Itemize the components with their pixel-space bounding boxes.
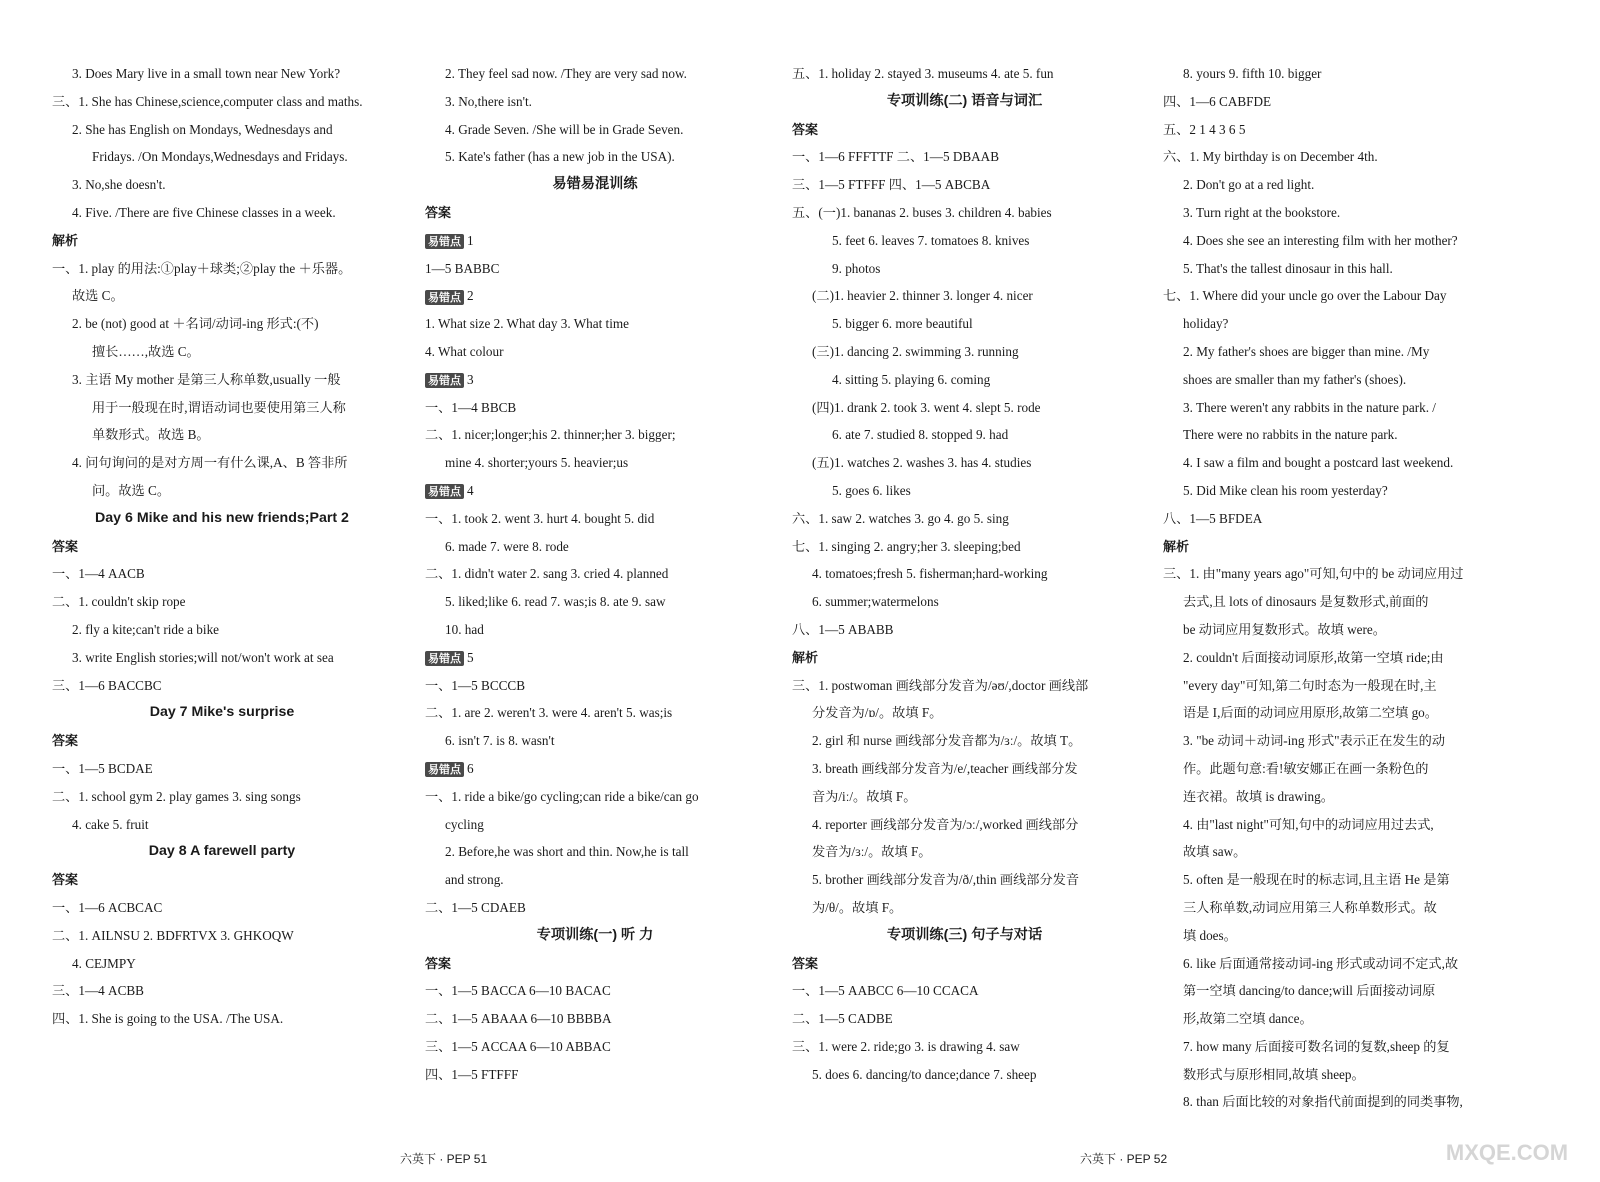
text-line: 数形式与原形相同,故填 sheep。 bbox=[1183, 1066, 1365, 1082]
section-label: 解析 bbox=[792, 649, 819, 665]
text-line: 四、1—5 FTFFF bbox=[425, 1066, 519, 1082]
text-line: 故填 saw。 bbox=[1183, 844, 1247, 860]
text-line: 2. girl 和 nurse 画线部分发音都为/ɜː/。故填 T。 bbox=[812, 733, 1082, 749]
text-line: 3. Does Mary live in a small town near New York? bbox=[72, 66, 341, 81]
section-label: 答案 bbox=[792, 121, 819, 137]
text-line: 3. "be 动词＋动词-ing 形式"表示正在发生的动 bbox=[1183, 733, 1446, 749]
text-line: 三、1. She has Chinese,science,computer class and maths. bbox=[52, 93, 363, 109]
text-line: 5. does 6. dancing/to dance;dance 7. sheep bbox=[812, 1066, 1037, 1082]
text-line: holiday? bbox=[1183, 316, 1229, 332]
text-line: 4. 由"last night"可知,句中的动词应用过去式, bbox=[1183, 816, 1434, 832]
text-line: 填 does。 bbox=[1183, 927, 1237, 943]
error-point-heading bbox=[425, 227, 765, 255]
text-line: 语是 I,后面的动词应用原形,故第二空填 go。 bbox=[1183, 705, 1438, 721]
text-line: 五、(一)1. bananas 2. buses 3. children 4. babies bbox=[792, 204, 1052, 220]
text-line: 一、1—4 AACB bbox=[52, 566, 145, 582]
error-point-badge: 易错点 bbox=[425, 234, 464, 249]
text-line: 一、1—5 AABCC 6—10 CCACA bbox=[792, 983, 979, 999]
column-1 bbox=[52, 60, 392, 1033]
section-heading: 专项训练(三) 句子与对话 bbox=[886, 926, 1043, 943]
text-line: 4. Does she see an interesting film with her mother? bbox=[1183, 232, 1458, 248]
error-point-number: 6 bbox=[467, 760, 474, 776]
column-2 bbox=[425, 60, 765, 1088]
text-line: 5. bigger 6. more beautiful bbox=[832, 316, 973, 332]
section-heading: 易错易混训练 bbox=[552, 176, 638, 193]
text-line: 5. Kate's father (has a new job in the USA). bbox=[445, 149, 675, 165]
section-heading: Day 6 Mike and his new friends;Part 2 bbox=[95, 509, 349, 526]
text-line: 三、1—5 FTFFF 四、1—5 ABCBA bbox=[792, 177, 991, 193]
text-line: 问。故选 C。 bbox=[92, 482, 171, 498]
text-line: 分发音为/ɒ/。故填 F。 bbox=[812, 705, 943, 721]
error-point-badge: 易错点 bbox=[425, 651, 464, 666]
text-line: (四)1. drank 2. took 3. went 4. slept 5. rode bbox=[812, 399, 1041, 415]
text-line: 一、1—5 BACCA 6—10 BACAC bbox=[425, 983, 611, 999]
column-3 bbox=[792, 60, 1137, 1088]
text-line: 1. What size 2. What day 3. What time bbox=[425, 316, 629, 332]
text-line: 6. made 7. were 8. rode bbox=[445, 538, 569, 554]
text-line: 去式,且 lots of dinosaurs 是复数形式,前面的 bbox=[1183, 594, 1429, 610]
text-line: 4. CEJMPY bbox=[72, 955, 136, 971]
error-point-heading bbox=[425, 282, 765, 310]
text-line: 一、1. play 的用法:①play＋球类;②play the ＋乐器。 bbox=[52, 260, 352, 276]
text-line: 一、1. ride a bike/go cycling;can ride a bike/can go bbox=[425, 788, 699, 804]
section-label: 答案 bbox=[52, 538, 79, 554]
text-line: 形,故第二空填 dance。 bbox=[1183, 1011, 1313, 1027]
text-line: 3. Turn right at the bookstore. bbox=[1183, 204, 1341, 220]
text-line: 10. had bbox=[445, 621, 484, 637]
error-point-heading bbox=[425, 366, 765, 394]
text-line: 4. I saw a film and bought a postcard last weekend. bbox=[1183, 455, 1454, 471]
column-4 bbox=[1163, 60, 1523, 1116]
text-line: 三、1—5 ACCAA 6—10 ABBAC bbox=[425, 1038, 611, 1054]
page-footer-right: 六英下 · PEP 52 bbox=[1080, 1152, 1168, 1166]
text-line: 二、1. school gym 2. play games 3. sing songs bbox=[52, 788, 301, 804]
text-line: 四、1. She is going to the USA. /The USA. bbox=[52, 1011, 284, 1027]
text-line: 2. My father's shoes are bigger than mine. /My bbox=[1183, 343, 1430, 359]
text-line: 4. Grade Seven. /She will be in Grade Seven. bbox=[445, 121, 684, 137]
error-point-number: 2 bbox=[467, 288, 474, 304]
text-line: 五、1. holiday 2. stayed 3. museums 4. ate 5. fun bbox=[792, 66, 1054, 81]
text-line: 八、1—5 ABABB bbox=[792, 621, 894, 637]
text-line: mine 4. shorter;yours 5. heavier;us bbox=[445, 455, 629, 471]
text-line: 用于一般现在时,谓语动词也要使用第三人称 bbox=[92, 399, 346, 415]
text-line: 4. cake 5. fruit bbox=[72, 816, 149, 832]
error-point-number: 5 bbox=[467, 649, 474, 665]
text-line: "every day"可知,第二句时态为一般现在时,主 bbox=[1183, 677, 1437, 693]
text-line: 三、1—6 BACCBC bbox=[52, 677, 162, 693]
text-line: 第一空填 dancing/to dance;will 后面接动词原 bbox=[1183, 983, 1436, 999]
text-line: 二、1. AILNSU 2. BDFRTVX 3. GHKOQW bbox=[52, 927, 294, 943]
text-line: 三、1—4 ACBB bbox=[52, 983, 144, 999]
section-heading: Day 7 Mike's surprise bbox=[149, 704, 295, 721]
section-label: 答案 bbox=[425, 955, 452, 971]
text-line: 六、1. My birthday is on December 4th. bbox=[1163, 149, 1378, 165]
text-line: 6. summer;watermelons bbox=[812, 594, 939, 610]
text-line: 四、1—6 CABFDE bbox=[1163, 93, 1272, 109]
section-label: 答案 bbox=[52, 872, 79, 888]
text-line: 5. Did Mike clean his room yesterday? bbox=[1183, 482, 1388, 498]
text-line: 5. often 是一般现在时的标志词,且主语 He 是第 bbox=[1183, 872, 1450, 888]
text-line: 2. be (not) good at ＋名词/动词-ing 形式:(不) bbox=[72, 316, 319, 332]
section-heading: 专项训练(一) 听 力 bbox=[536, 926, 654, 943]
page-footer-left: 六英下 · PEP 51 bbox=[400, 1152, 488, 1166]
text-line: 二、1. are 2. weren't 3. were 4. aren't 5. was;is bbox=[425, 705, 673, 721]
text-line: There were no rabbits in the nature park. bbox=[1183, 427, 1398, 443]
text-line: 为/θ/。故填 F。 bbox=[812, 899, 903, 915]
error-point-heading bbox=[425, 755, 765, 783]
text-line: 二、1. couldn't skip rope bbox=[52, 594, 186, 610]
text-line: 5. That's the tallest dinosaur in this hall. bbox=[1183, 260, 1393, 276]
text-line: 七、1. Where did your uncle go over the Labour Day bbox=[1163, 288, 1447, 304]
text-line: 8. yours 9. fifth 10. bigger bbox=[1183, 66, 1322, 81]
text-line: 7. how many 后面接可数名词的复数,sheep 的复 bbox=[1183, 1038, 1450, 1054]
text-line: 4. 问句询问的是对方周一有什么课,A、B 答非所 bbox=[72, 455, 348, 471]
error-point-badge: 易错点 bbox=[425, 373, 464, 388]
text-line: 6. ate 7. studied 8. stopped 9. had bbox=[832, 427, 1009, 443]
text-line: 3. No,there isn't. bbox=[445, 93, 532, 109]
text-line: 9. photos bbox=[832, 260, 881, 276]
text-line: 2. fly a kite;can't ride a bike bbox=[72, 621, 220, 637]
text-line: 4. reporter 画线部分发音为/ɔː/,worked 画线部分 bbox=[812, 816, 1079, 832]
text-line: 三、1. postwoman 画线部分发音为/əʊ/,doctor 画线部 bbox=[792, 677, 1089, 693]
text-line: 一、1. took 2. went 3. hurt 4. bought 5. did bbox=[425, 510, 655, 526]
text-line: 3. write English stories;will not/won't work at sea bbox=[72, 649, 334, 665]
text-line: 二、1. nicer;longer;his 2. thinner;her 3. bigger; bbox=[425, 427, 676, 443]
watermark-logo bbox=[1432, 1120, 1582, 1168]
text-line: 擅长……,故选 C。 bbox=[92, 343, 200, 359]
error-point-badge: 易错点 bbox=[425, 762, 464, 777]
section-label: 解析 bbox=[52, 232, 79, 248]
section-heading: 专项训练(二) 语音与词汇 bbox=[886, 92, 1043, 109]
text-line: 发音为/ɜː/。故填 F。 bbox=[812, 844, 932, 860]
text-line: 一、1—6 ACBCAC bbox=[52, 899, 163, 915]
text-line: 音为/iː/。故填 F。 bbox=[812, 788, 917, 804]
text-line: 2. She has English on Mondays, Wednesdays and bbox=[72, 121, 333, 137]
text-line: 单数形式。故选 B。 bbox=[92, 427, 210, 443]
text-line: 一、1—5 BCCCB bbox=[425, 677, 526, 693]
text-line: be 动词应用复数形式。故填 were。 bbox=[1183, 621, 1386, 637]
section-label: 答案 bbox=[52, 733, 79, 749]
text-line: 4. tomatoes;fresh 5. fisherman;hard-working bbox=[812, 566, 1048, 582]
error-point-badge: 易错点 bbox=[425, 290, 464, 305]
error-point-badge: 易错点 bbox=[425, 484, 464, 499]
text-line: Fridays. /On Mondays,Wednesdays and Fridays. bbox=[92, 149, 348, 165]
text-line: 一、1—4 BBCB bbox=[425, 399, 517, 415]
text-line: 3. 主语 My mother 是第三人称单数,usually 一般 bbox=[72, 371, 341, 387]
error-point-number: 4 bbox=[467, 482, 474, 498]
text-line: 5. feet 6. leaves 7. tomatoes 8. knives bbox=[832, 232, 1030, 248]
text-line: (五)1. watches 2. washes 3. has 4. studies bbox=[812, 455, 1032, 471]
section-label: 解析 bbox=[1163, 538, 1190, 554]
text-line: 4. sitting 5. playing 6. coming bbox=[832, 371, 991, 387]
text-line: 三人称单数,动词应用第三人称单数形式。故 bbox=[1183, 899, 1437, 915]
text-line: 五、2 1 4 3 6 5 bbox=[1163, 121, 1246, 137]
page-left bbox=[0, 0, 790, 1182]
text-line: 4. What colour bbox=[425, 343, 504, 359]
text-line: 八、1—5 BFDEA bbox=[1163, 510, 1263, 526]
text-line: 三、1. 由"many years ago"可知,句中的 be 动词应用过 bbox=[1163, 566, 1464, 582]
section-label: 答案 bbox=[792, 955, 819, 971]
text-line: 2. They feel sad now. /They are very sad now. bbox=[445, 66, 687, 81]
page-right bbox=[790, 0, 1600, 1182]
text-line: 8. than 后面比较的对象指代前面提到的同类事物, bbox=[1183, 1094, 1463, 1110]
text-line: 5. liked;like 6. read 7. was;is 8. ate 9. saw bbox=[445, 594, 666, 610]
error-point-number: 1 bbox=[467, 232, 474, 248]
error-point-heading bbox=[425, 477, 765, 505]
text-line: 5. brother 画线部分发音为/ð/,thin 画线部分发音 bbox=[812, 872, 1080, 888]
text-line: 六、1. saw 2. watches 3. go 4. go 5. sing bbox=[792, 510, 1009, 526]
text-line: (二)1. heavier 2. thinner 3. longer 4. nicer bbox=[812, 288, 1033, 304]
text-line: 连衣裙。故填 is drawing。 bbox=[1183, 788, 1334, 804]
text-line: cycling bbox=[445, 816, 484, 832]
error-point-number: 3 bbox=[467, 371, 474, 387]
watermark-text: MXQE.COM bbox=[1445, 1140, 1569, 1165]
section-heading: Day 8 A farewell party bbox=[148, 843, 296, 860]
text-line: 6. isn't 7. is 8. wasn't bbox=[445, 733, 555, 749]
text-line: shoes are smaller than my father's (shoes). bbox=[1183, 371, 1407, 387]
text-line: 2. Don't go at a red light. bbox=[1183, 177, 1315, 193]
text-line: 三、1. were 2. ride;go 3. is drawing 4. saw bbox=[792, 1038, 1020, 1054]
text-line: 一、1—6 FFFTTF 二、1—5 DBAAB bbox=[792, 149, 1000, 165]
text-line: 3. breath 画线部分发音为/e/,teacher 画线部分发 bbox=[812, 760, 1078, 776]
text-line: 3. No,she doesn't. bbox=[72, 177, 166, 193]
text-line: 1—5 BABBC bbox=[425, 260, 500, 276]
text-line: 2. couldn't 后面接动词原形,故第一空填 ride;由 bbox=[1183, 649, 1444, 665]
error-point-heading bbox=[425, 644, 765, 672]
text-line: 一、1—5 BCDAE bbox=[52, 760, 153, 776]
text-line: 二、1. didn't water 2. sang 3. cried 4. planned bbox=[425, 566, 669, 582]
text-line: (三)1. dancing 2. swimming 3. running bbox=[812, 343, 1019, 359]
text-line: 故选 C。 bbox=[72, 288, 124, 304]
text-line: 4. Five. /There are five Chinese classes in a week. bbox=[72, 204, 336, 220]
text-line: 2. Before,he was short and thin. Now,he is tall bbox=[445, 844, 689, 860]
text-line: 二、1—5 CADBE bbox=[792, 1011, 893, 1027]
section-label: 答案 bbox=[425, 204, 452, 220]
text-line: 3. There weren't any rabbits in the nature park. / bbox=[1183, 399, 1436, 415]
text-line: 作。此题句意:看!敏安娜正在画一条粉色的 bbox=[1183, 760, 1429, 776]
text-line: 5. goes 6. likes bbox=[832, 482, 911, 498]
text-line: 二、1—5 CDAEB bbox=[425, 899, 526, 915]
text-line: 七、1. singing 2. angry;her 3. sleeping;bed bbox=[792, 538, 1021, 554]
text-line: 二、1—5 ABAAA 6—10 BBBBA bbox=[425, 1011, 612, 1027]
text-line: and strong. bbox=[445, 872, 504, 888]
text-line: 6. like 后面通常接动词-ing 形式或动词不定式,故 bbox=[1183, 955, 1459, 971]
